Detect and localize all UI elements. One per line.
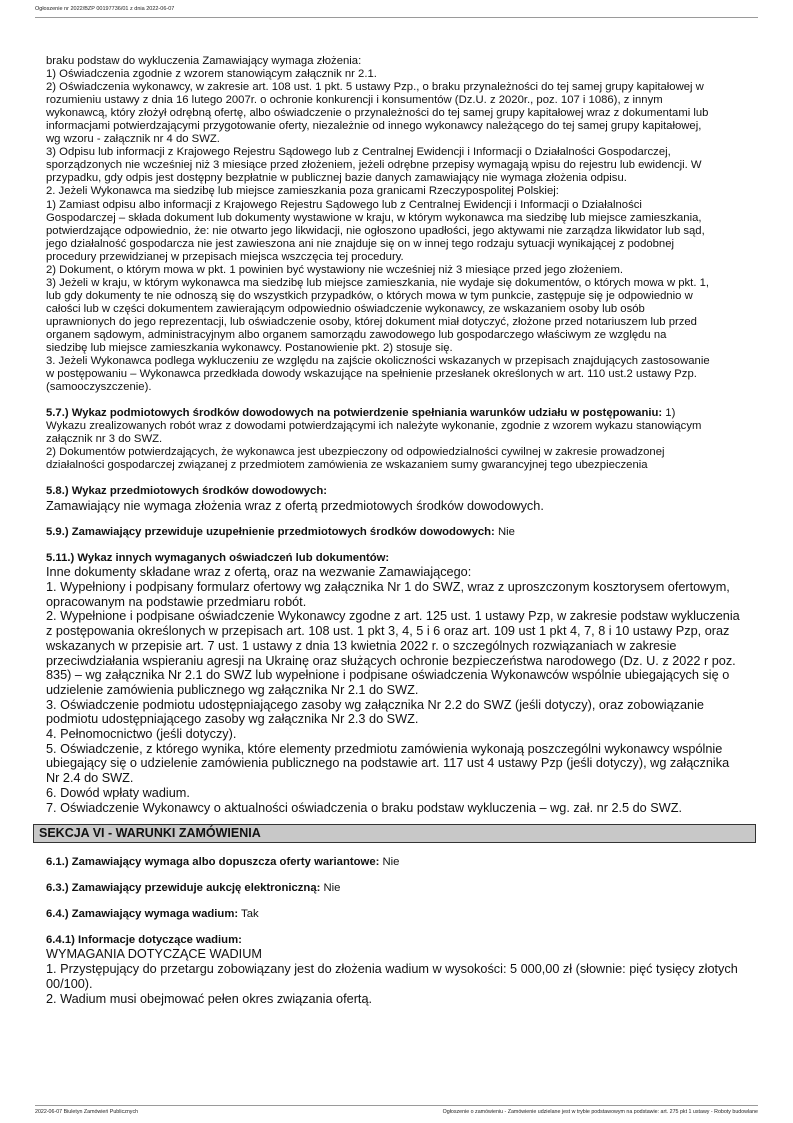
text-line: 2) Oświadczenia wykonawcy, w zakresie art. 108 ust. 1 pkt. 5 ustawy Pzp., o braku przynależności do tej samej grupy kapitałowej w xyxy=(46,81,704,94)
text-line: opracowanym na podstawie przedmiaru robót. xyxy=(46,594,307,609)
text-line: 4. Pełnomocnictwo (jeśli dotyczy). xyxy=(46,727,237,742)
text-line: udzielenie zamówienia publicznego wg załącznika Nr 2.1 do SWZ. xyxy=(46,682,419,697)
footer-right-text: Ogłoszenie o zamówieniu - Zamówienie udzielane jest w trybie podstawowym na podstawie: art. 275 pkt 1 ustawy - Roboty budowlane xyxy=(442,1109,758,1115)
section-6-1-line xyxy=(46,856,757,869)
section-6-title: SEKCJA VI - WARUNKI ZAMÓWIENIA xyxy=(39,826,261,841)
section-5-8-heading: 5.8.) Wykaz przedmiotowych środków dowodowych: xyxy=(46,485,327,498)
section-6-4-1-heading: 6.4.1) Informacje dotyczące wadium: xyxy=(46,934,242,947)
section-6-4-1 xyxy=(46,934,757,1006)
text-line: informacjami potwierdzającymi przygotowanie oferty, niezależnie od innego wykonawcy należącego do tej samej grupy kapitałowej, xyxy=(46,120,702,133)
text-line: rozumieniu ustawy z dnia 16 lutego 2007r. o ochronie konkurencji i konsumentów (Dz.U. z 2020r., poz. 107 i 1086), z innym xyxy=(46,94,663,107)
text-line: działalności gospodarczej związanej z przedmiotem zamówienia ze wskazaniem sumy gwarancyjnej tego ubezpieczenia xyxy=(46,459,648,472)
text-line: 2. Wadium musi obejmować pełen okres związania ofertą. xyxy=(46,991,373,1006)
text-line: uprawnionych do jego reprezentacji, lub oświadczenie osoby, której dokument miał dotyczyć, złożone przed notariuszem lub przed xyxy=(46,315,697,328)
text-line: potwierdzające odpowiednio, że: nie otwarto jego likwidacji, nie ogłoszono upadłości, jego aktywami nie zarządza likwidator lub sąd, xyxy=(46,224,705,237)
text-line: wskazanych w przepisie art. 7 ust. 1 ustawy z dnia 13 kwietnia 2022 r. o szczególnych rozwiązaniach w zakresie xyxy=(46,638,677,653)
text-line: 5. Oświadczenie, z którego wynika, które elementy przedmiotu zamówienia wykonają poszczególni wykonawcy wspólnie xyxy=(46,741,723,756)
section-5-9 xyxy=(46,526,757,539)
text-line: 2) Dokument, o którym mowa w pkt. 1 powinien być wystawiony nie wcześniej niż 3 miesiące przed jego złożeniem. xyxy=(46,263,624,276)
section-6-3-heading: 6.3.) Zamawiający przewiduje aukcję elektroniczną: xyxy=(46,882,321,895)
section-6-3-line xyxy=(46,882,757,895)
section-6-1 xyxy=(46,856,757,869)
section-5-7 xyxy=(46,407,757,472)
text-line: 3) Jeżeli w kraju, w którym wykonawca ma siedzibę lub miejsce zamieszkania, nie wydaje się dokumentów, o których mowa w pkt. 1, xyxy=(46,276,710,289)
text-line: 835) – wg załącznika Nr 2.1 do SWZ lub wypełnione i podpisane oświadczenia Wykonawców wspólnie ubiegających się o xyxy=(46,668,730,683)
text-line: 3. Oświadczenie podmiotu udostępniającego zasoby wg załącznika Nr 2.2 do SWZ (jeśli dotyczy), oraz zobowiązanie xyxy=(46,697,704,712)
text-line: procedury przewidzianej w przepisach miejsca wszczęcia tej procedury. xyxy=(46,250,404,263)
text-line: Nr 2.4 do SWZ. xyxy=(46,771,134,786)
section-6-3 xyxy=(46,882,757,895)
text-line: 6. Dowód wpłaty wadium. xyxy=(46,785,190,800)
text-line: 1) Zamiast odpisu albo informacji z Krajowego Rejestru Sądowego lub z Centralnej Ewidencji i Informacji o Działalności xyxy=(46,198,642,211)
section-6-title-bar xyxy=(33,824,756,843)
text-line: załącznik nr 3 do SWZ. xyxy=(46,433,163,446)
section-6-3-value: Nie xyxy=(320,882,341,895)
text-line: 3) Odpisu lub informacji z Krajowego Rejestru Sądowego lub z Centralnej Ewidencji i Informacji o Działalności Gospodarczej, xyxy=(46,146,671,159)
text-line: sporządzonych nie wcześniej niż 3 miesiące przed złożeniem, jeżeli odrębne przepisy wymagają wpisu do rejestru lub ewidencji. W xyxy=(46,159,702,172)
text-line: w postępowaniu – Wykonawca przedkłada dowody wskazujące na spełnienie przesłanek określonych w art. 110 ust.2 ustawy Pzp. xyxy=(46,368,697,381)
text-line: WYMAGANIA DOTYCZĄCE WADIUM xyxy=(46,947,262,962)
text-line: przypadku, gdy odpis jest dostępny bezpłatnie w publicznej bazie danych zamawiający nie wymaga złożenia odpisu. xyxy=(46,172,627,185)
text-line: lub gdy dokumenty te nie odnoszą się do wszystkich przypadków, o których mowa w tym punkcie, zastępuje się je odpowiednio w xyxy=(46,289,693,302)
announcement-header-text: Ogłoszenie nr 2022/BZP 00197736/01 z dnia 2022-06-07 xyxy=(35,6,175,12)
section-5-7-item-number: 1) xyxy=(662,407,676,420)
text-line: 2. Wypełnione i podpisane oświadczenie Wykonawcy zgodne z art. 125 ust. 1 ustawy Pzp, w zakresie podstaw wykluczenia xyxy=(46,609,740,624)
section-6-1-heading: 6.1.) Zamawiający wymaga albo dopuszcza oferty wariantowe: xyxy=(46,856,380,869)
section-5-7-heading: 5.7.) Wykaz podmiotowych środków dowodowych na potwierdzenie spełniania warunków udziału w postępowaniu: xyxy=(46,407,663,420)
text-line: Gospodarczej – składa dokument lub dokumenty wystawione w kraju, w którym wykonawca ma siedzibę lub miejsce zamieszkania, xyxy=(46,211,702,224)
text-line: wykonawcą, który złożył odrębną ofertę, albo oświadczenie o przynależności do tej samej grupy kapitałowej wraz z dokumentami lub xyxy=(46,107,709,120)
text-line: 1. Przystępujący do przetargu zobowiązany jest do złożenia wadium w wysokości: 5 000,00 zł (słownie: pięć tysięcy złotych xyxy=(46,962,738,977)
text-line: (samooczyszczenie). xyxy=(46,381,152,394)
section-5-9-line xyxy=(46,526,757,539)
section-5-7-first-line xyxy=(46,407,757,420)
text-line: 3. Jeżeli Wykonawca podlega wykluczeniu ze względu na zajście okoliczności wskazanych w przepisach znajdujących zastosowanie xyxy=(46,355,710,368)
section-6-1-value: Nie xyxy=(379,856,400,869)
text-line: 1. Wypełniony i podpisany formularz ofertowy wg załącznika Nr 1 do SWZ, wraz z uproszczonym kosztorysem ofertowym, xyxy=(46,580,730,594)
page-header xyxy=(35,6,758,18)
text-line: wg wzoru - załącznik nr 4 do SWZ. xyxy=(46,133,220,146)
section-6-4-value: Tak xyxy=(238,908,259,921)
section-6-4-line xyxy=(46,908,757,921)
text-line: z postępowania określonych w przepisach art. 108 ust. 1 pkt 3, 4, 5 i 6 oraz art. 109 ust 1 pkt 4, 7, 8 i 10 ustawy Pzp, oraz xyxy=(46,624,730,639)
text-line: przeciwdziałania wspieraniu agresji na Ukrainę oraz służących ochronie bezpieczeństwa narodowego (Dz. U. z 2022 r poz. xyxy=(46,653,736,668)
text-line: 00/100). xyxy=(46,976,93,991)
text-line: całości lub w części dokumentem zawierającym odpowiednio oświadczenie wykonawcy, ze wskazaniem osoby lub osób xyxy=(46,302,645,315)
text-line: 2. Jeżeli Wykonawca ma siedzibę lub miejsce zamieszkania poza granicami Rzeczypospolitej Polskiej: xyxy=(46,185,559,198)
section-5-11-heading: 5.11.) Wykaz innych wymaganych oświadczeń lub dokumentów: xyxy=(46,552,390,565)
text-line: braku podstaw do wykluczenia Zamawiający wymaga złożenia: xyxy=(46,55,362,67)
section-5-9-value: Nie xyxy=(494,526,515,539)
text-line: Wykazu zrealizowanych robót wraz z dowodami potwierdzającymi ich należyte wykonanie, zgodnie z wzorem wykazu stanowiącym xyxy=(46,420,702,433)
text-line: Zamawiający nie wymaga złożenia wraz z ofertą przedmiotowych środków dowodowych. xyxy=(46,498,544,513)
text-line: siedzibę lub miejsce zamieszkania wykonawcy. Postanowienie pkt. 2) stosuje się. xyxy=(46,342,453,355)
section-6-4-heading: 6.4.) Zamawiający wymaga wadium: xyxy=(46,908,239,921)
section-5-9-heading: 5.9.) Zamawiający przewiduje uzupełnienie przedmiotowych środków dowodowych: xyxy=(46,526,495,539)
text-line: 1) Oświadczenia zgodnie z wzorem stanowiącym załącznik nr 2.1. xyxy=(46,68,377,81)
document-body xyxy=(39,55,757,1006)
text-line: 7. Oświadczenie Wykonawcy o aktualności oświadczenia o braku podstaw wykluczenia – wg. zał. nr 2.5 do SWZ. xyxy=(46,800,682,815)
text-line: jego działalność gospodarcza nie jest zawieszona ani nie znajduje się on w innej tego rodzaju sytuacji wynikającej z podobnej xyxy=(46,237,674,250)
exclusion-documents-block xyxy=(46,55,757,394)
text-line: Inne dokumenty składane wraz z ofertą, oraz na wezwanie Zamawiającego: xyxy=(46,565,472,580)
section-5-11 xyxy=(46,552,757,815)
section-6-4 xyxy=(46,908,757,921)
text-line: podmiotu udostępniającego zasoby wg załącznika Nr 2.3 do SWZ. xyxy=(46,712,419,727)
section-5-8 xyxy=(46,485,757,513)
text-line: organem sądowym, administracyjnym albo organem samorządu zawodowego lub gospodarczego właściwym ze względu na xyxy=(46,328,667,341)
text-line: ubiegający się o udzielenie zamówienia publicznego na podstawie art. 117 ust 4 ustawy Pzp (jeśli dotyczy), wg załącznika xyxy=(46,756,730,771)
text-line: 2) Dokumentów potwierdzających, że wykonawca jest ubezpieczony od odpowiedzialności cywilnej w zakresie prowadzonej xyxy=(46,446,665,459)
page-footer xyxy=(35,1105,758,1115)
footer-left-text: 2022-06-07 Biuletyn Zamówień Publicznych xyxy=(35,1109,139,1115)
